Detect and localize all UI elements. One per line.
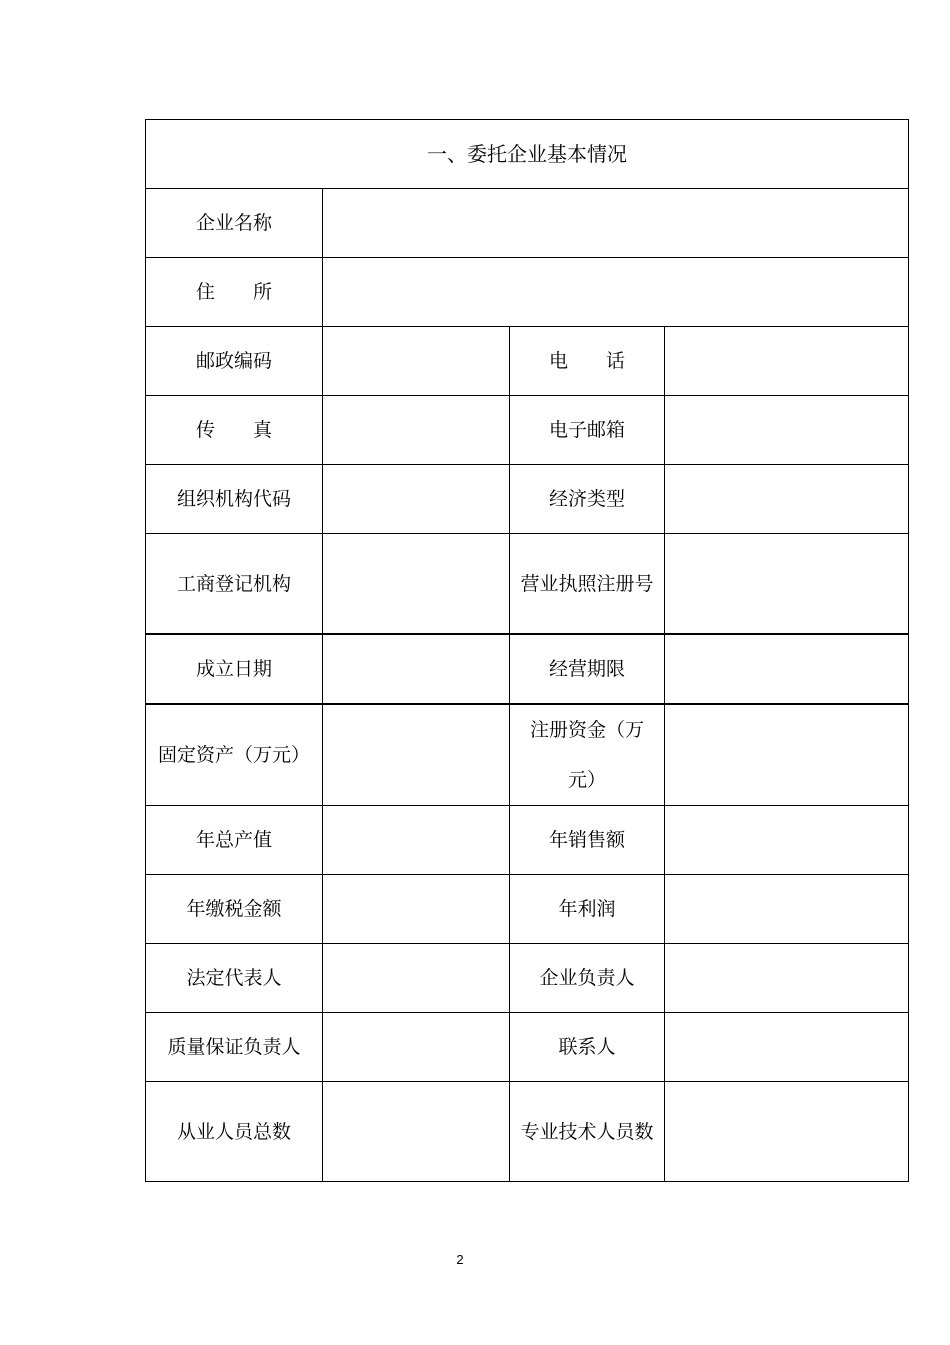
tech-staff-field[interactable]: [665, 1082, 909, 1182]
company-head-field[interactable]: [665, 944, 909, 1013]
economic-type-field[interactable]: [665, 465, 909, 534]
annual-output-field[interactable]: [323, 806, 510, 875]
company-head-label: 企业负责人: [510, 944, 665, 1013]
established-date-field[interactable]: [323, 634, 510, 704]
fixed-assets-label: 固定资产（万元）: [146, 704, 323, 806]
total-staff-label: 从业人员总数: [146, 1082, 323, 1182]
annual-sales-label: 年销售额: [510, 806, 665, 875]
quality-head-field[interactable]: [323, 1013, 510, 1082]
company-name-label: 企业名称: [146, 189, 323, 258]
fax-label: 传 真: [146, 396, 323, 465]
phone-label: 电 话: [510, 327, 665, 396]
annual-profit-label: 年利润: [510, 875, 665, 944]
registered-capital-label: 注册资金（万元）: [510, 704, 665, 806]
annual-tax-field[interactable]: [323, 875, 510, 944]
fixed-assets-field[interactable]: [323, 704, 510, 806]
business-license-label: 营业执照注册号: [510, 534, 665, 635]
economic-type-label: 经济类型: [510, 465, 665, 534]
postal-code-field[interactable]: [323, 327, 510, 396]
business-term-field[interactable]: [665, 634, 909, 704]
registered-capital-field[interactable]: [665, 704, 909, 806]
enterprise-info-table: [145, 119, 909, 1182]
business-term-label: 经营期限: [510, 634, 665, 704]
contact-field[interactable]: [665, 1013, 909, 1082]
email-field[interactable]: [665, 396, 909, 465]
address-field[interactable]: [323, 258, 909, 327]
fax-field[interactable]: [323, 396, 510, 465]
tech-staff-label: 专业技术人员数: [510, 1082, 665, 1182]
org-code-field[interactable]: [323, 465, 510, 534]
company-name-field[interactable]: [323, 189, 909, 258]
legal-rep-label: 法定代表人: [146, 944, 323, 1013]
business-license-field[interactable]: [665, 534, 909, 635]
address-label: 住 所: [146, 258, 323, 327]
email-label: 电子邮箱: [510, 396, 665, 465]
registration-authority-field[interactable]: [323, 534, 510, 635]
section-title: 一、委托企业基本情况: [146, 120, 909, 189]
established-date-label: 成立日期: [146, 634, 323, 704]
total-staff-field[interactable]: [323, 1082, 510, 1182]
annual-tax-label: 年缴税金额: [146, 875, 323, 944]
quality-head-label: 质量保证负责人: [146, 1013, 323, 1082]
page-number: 2: [456, 1252, 464, 1267]
legal-rep-field[interactable]: [323, 944, 510, 1013]
phone-field[interactable]: [665, 327, 909, 396]
annual-output-label: 年总产值: [146, 806, 323, 875]
contact-label: 联系人: [510, 1013, 665, 1082]
org-code-label: 组织机构代码: [146, 465, 323, 534]
annual-sales-field[interactable]: [665, 806, 909, 875]
postal-code-label: 邮政编码: [146, 327, 323, 396]
annual-profit-field[interactable]: [665, 875, 909, 944]
registration-authority-label: 工商登记机构: [146, 534, 323, 635]
